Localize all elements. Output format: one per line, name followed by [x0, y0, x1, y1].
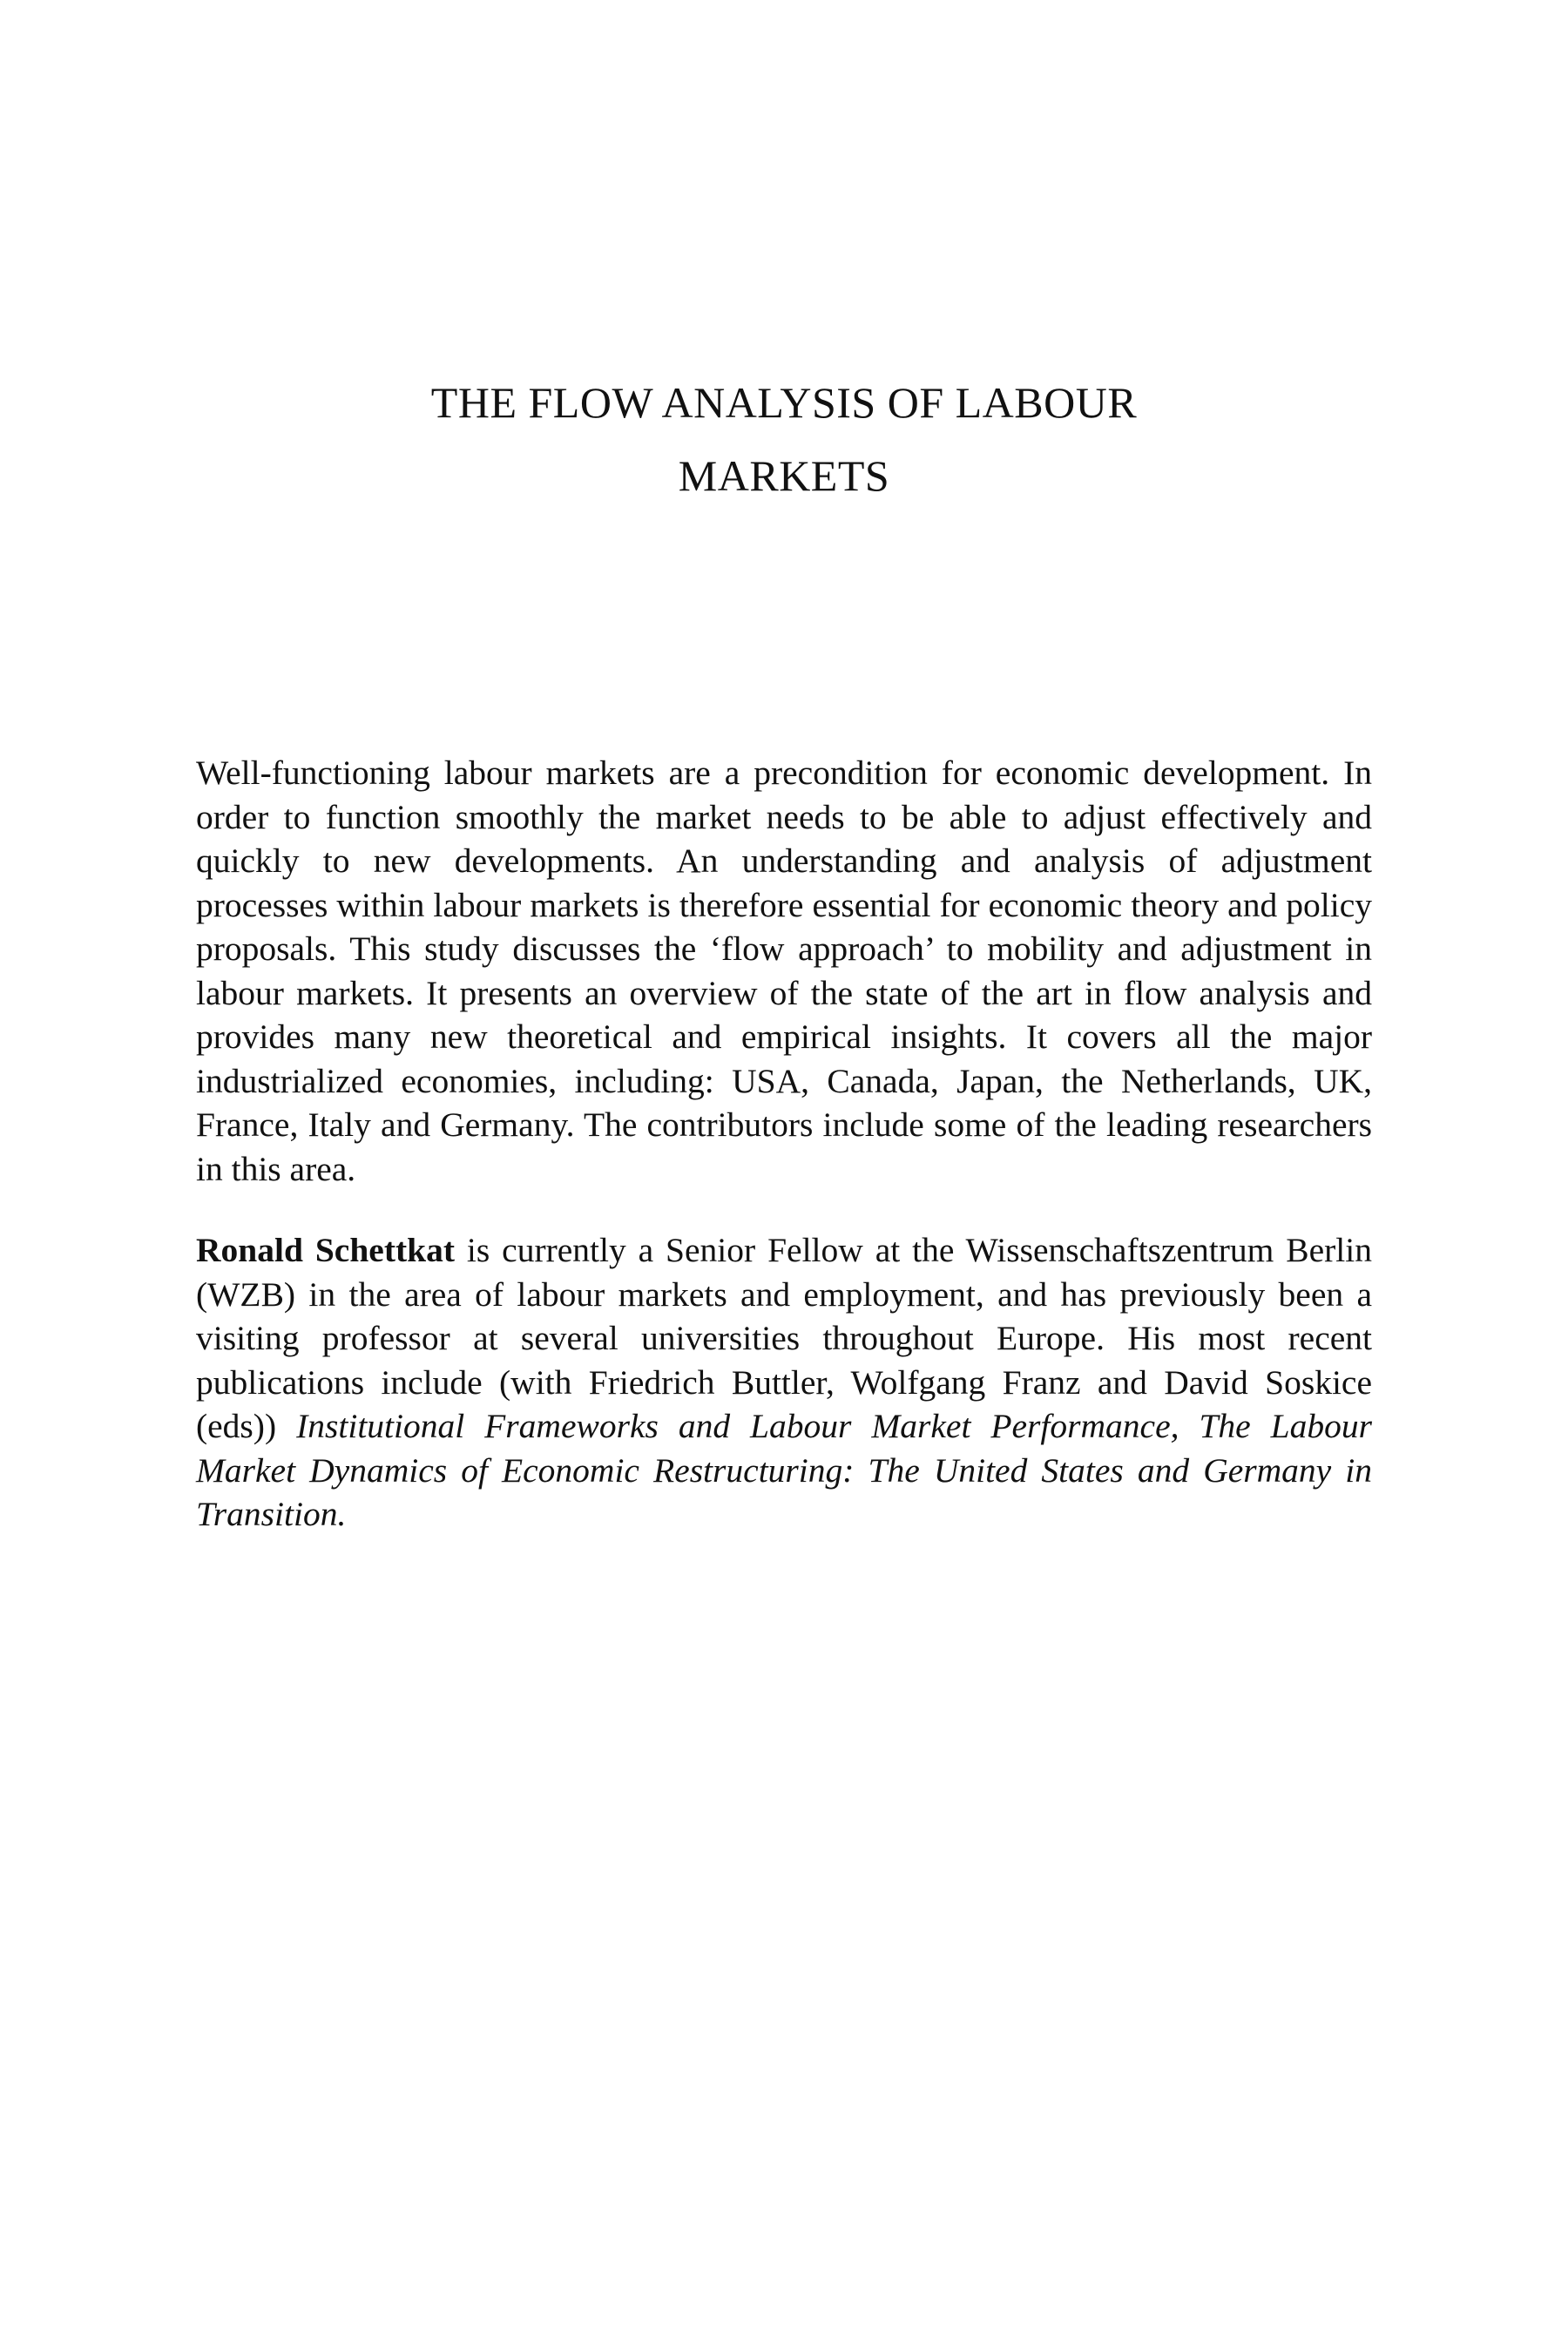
book-title-line-1: THE FLOW ANALYSIS OF LABOUR	[430, 378, 1138, 427]
author-publication-titles: Institutional Frameworks and Labour Market Performance, The Labour Market Dynamics of Economic Restructuring: The United States and Germany in Transition.	[196, 1407, 1372, 1533]
author-bio	[196, 1228, 1372, 1537]
author-bio-text: is currently a Senior Fellow at the Wissenschaftszentrum Berlin (WZB) in the area of labour markets and employment, and has previously been a visiting professor at several universities throughout Europe. His most recent publications include (with Friedrich Buttler, Wolfgang Franz and David Soskice (eds))	[196, 1231, 1372, 1445]
author-name: Ronald Schettkat	[196, 1231, 456, 1269]
book-description: Well-functioning labour markets are a precondition for economic development. In order to function smoothly the market needs to be able to adjust effectively and quickly to new developments. An understanding and analysis of adjustment processes within labour markets is therefore essential for economic theory and policy proposals. This study discusses the ‘flow approach’ to mobility and adjustment in labour markets. It presents an overview of the state of the art in flow analysis and provides many new theoretical and empirical insights. It covers all the major industrialized economies, including: USA, Canada, Japan, the Netherlands, UK, France, Italy and Germany. The contributors include some of the leading researchers in this area.	[196, 754, 1372, 1188]
book-title	[196, 366, 1372, 512]
book-title-line-2: MARKETS	[678, 451, 890, 500]
